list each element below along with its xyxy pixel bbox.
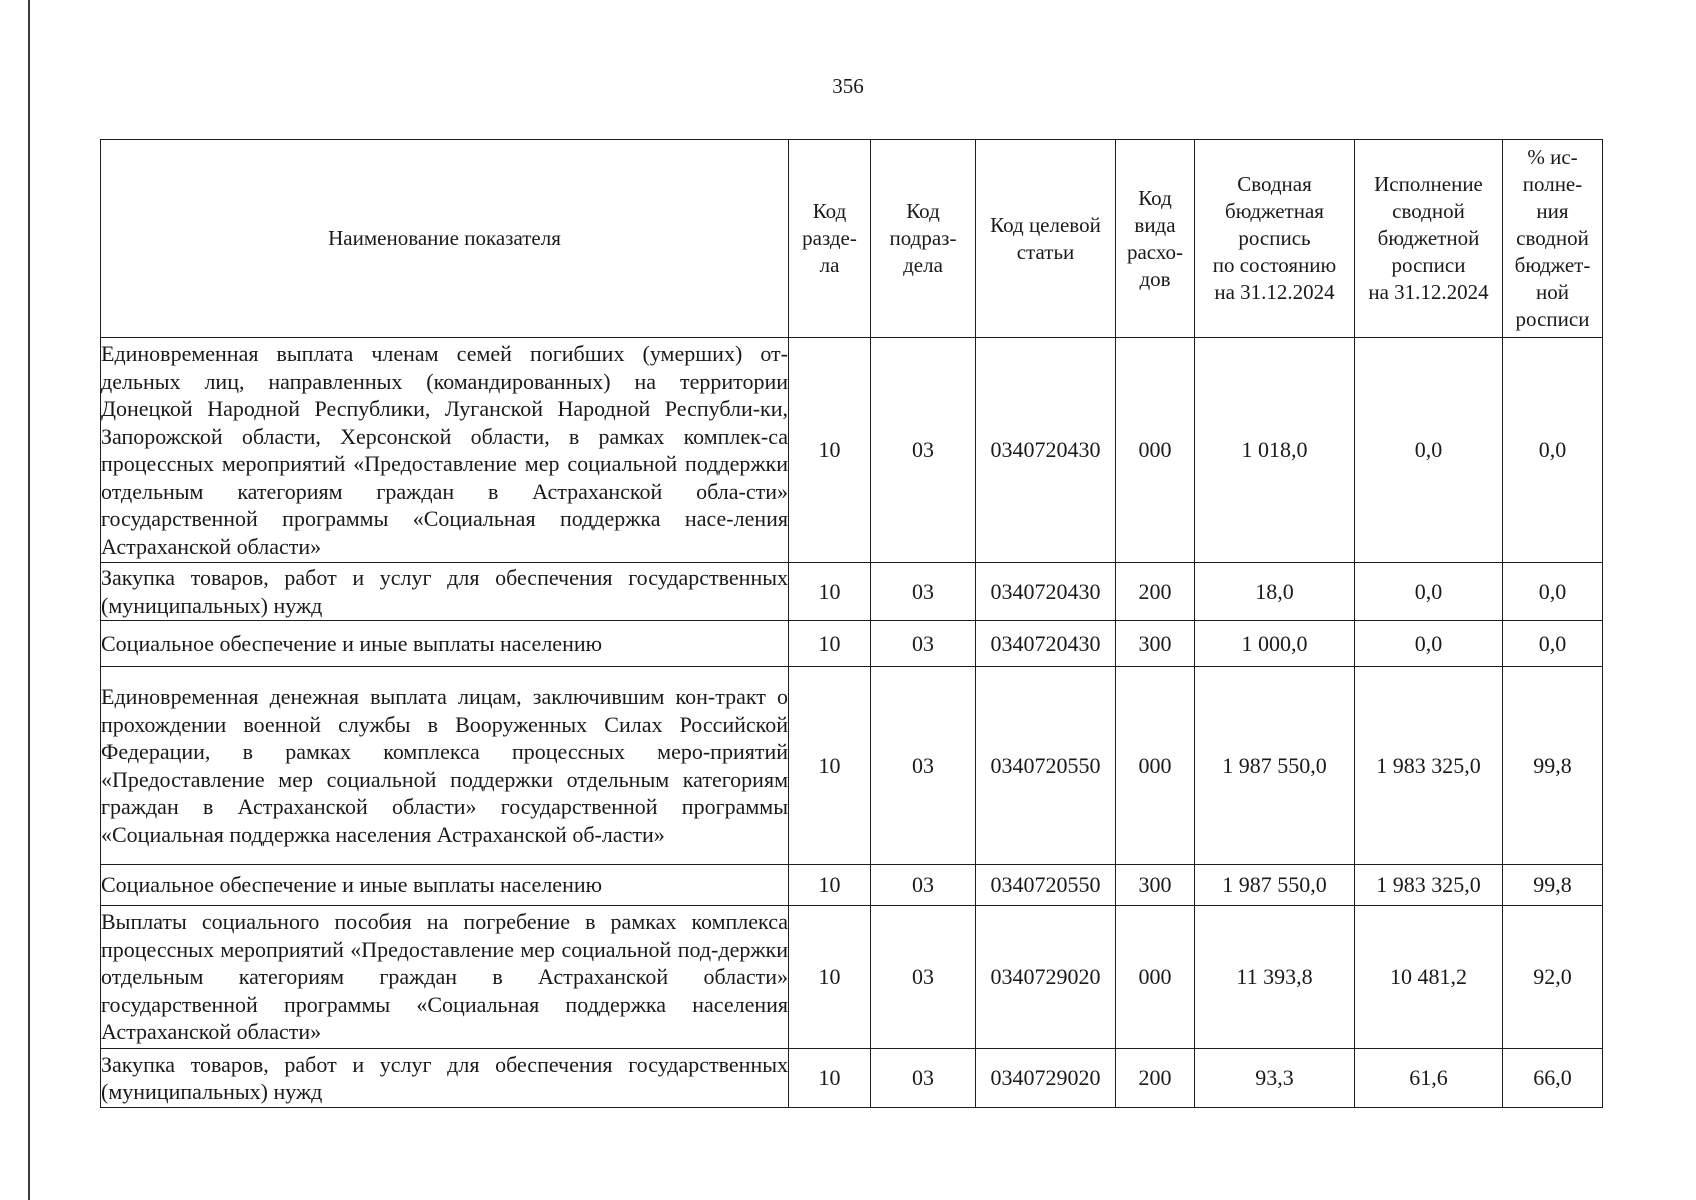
row-section: 10 [789,563,871,621]
row-expense-type: 300 [1116,621,1195,667]
row-expense-type: 200 [1116,563,1195,621]
table-row [101,667,1603,865]
row-plan: 1 987 550,0 [1195,667,1355,865]
row-percent: 99,8 [1503,667,1603,865]
header-percent: % ис- полне- ния сводной бюджет- ной росписи [1503,140,1603,338]
header-name: Наименование показателя [101,140,789,338]
row-section: 10 [789,621,871,667]
row-plan: 93,3 [1195,1049,1355,1108]
row-name: Закупка товаров, работ и услуг для обеспечения государственных (муниципальных) нужд [101,563,789,621]
header-execution: Исполнение сводной бюджетной росписи на 31.12.2024 [1355,140,1503,338]
budget-table [100,139,1603,1108]
row-section: 10 [789,338,871,563]
row-plan: 18,0 [1195,563,1355,621]
row-target: 0340720430 [976,621,1116,667]
row-section: 10 [789,865,871,906]
row-target: 0340729020 [976,906,1116,1049]
header-plan: Сводная бюджетная роспись по состоянию на 31.12.2024 [1195,140,1355,338]
row-plan: 1 987 550,0 [1195,865,1355,906]
row-plan: 1 000,0 [1195,621,1355,667]
header-section: Код разде- ла [789,140,871,338]
header-target: Код целевой статьи [976,140,1116,338]
row-percent: 0,0 [1503,338,1603,563]
row-subsection: 03 [871,906,976,1049]
row-subsection: 03 [871,865,976,906]
row-percent: 0,0 [1503,621,1603,667]
row-section: 10 [789,1049,871,1108]
row-name: Социальное обеспечение и иные выплаты населению [101,865,789,906]
row-plan: 1 018,0 [1195,338,1355,563]
header-expense-type: Код вида расхо- дов [1116,140,1195,338]
table-row [101,563,1603,621]
row-target: 0340729020 [976,1049,1116,1108]
row-name: Выплаты социального пособия на погребение в рамках комплекса процессных мероприятий «Предоставление мер социальной под-держки отдельным категориям граждан в Астраханской области» государственной программы «Социальная поддержка населения Астраханской области» [101,906,789,1049]
header-subsection: Код подраз- дела [871,140,976,338]
scan-left-edge [28,0,30,1200]
row-subsection: 03 [871,621,976,667]
row-subsection: 03 [871,338,976,563]
row-execution: 0,0 [1355,563,1503,621]
row-execution: 61,6 [1355,1049,1503,1108]
row-execution: 1 983 325,0 [1355,865,1503,906]
table-row [101,906,1603,1049]
row-plan: 11 393,8 [1195,906,1355,1049]
row-name: Единовременная выплата членам семей погибших (умерших) от-дельных лиц, направленных (командированных) на территории Донецкой Народной Республики, Луганской Народной Республи-ки, Запорожской области, Херсонской области, в рамках комплек-са процессных мероприятий «Предоставление мер социальной поддержки отдельным категориям граждан в Астраханской обла-сти» государственной программы «Социальная поддержка насе-ления Астраханской области» [101,338,789,563]
row-subsection: 03 [871,1049,976,1108]
row-section: 10 [789,667,871,865]
row-name: Социальное обеспечение и иные выплаты населению [101,621,789,667]
row-target: 0340720550 [976,865,1116,906]
row-execution: 0,0 [1355,338,1503,563]
row-target: 0340720550 [976,667,1116,865]
row-name: Закупка товаров, работ и услуг для обеспечения государственных (муниципальных) нужд [101,1049,789,1108]
row-expense-type: 300 [1116,865,1195,906]
row-target: 0340720430 [976,563,1116,621]
row-expense-type: 000 [1116,667,1195,865]
table-row [101,865,1603,906]
row-subsection: 03 [871,667,976,865]
page-number: 356 [832,74,864,98]
row-expense-type: 200 [1116,1049,1195,1108]
row-name: Единовременная денежная выплата лицам, заключившим кон-тракт о прохождении военной службы в Вооруженных Силах Российской Федерации, в рамках комплекса процессных меро-приятий «Предоставление мер социальной поддержки отдельным категориям граждан в Астраханской области» государственной программы «Социальная поддержка населения Астраханской об-ласти» [101,667,789,865]
row-section: 10 [789,906,871,1049]
row-percent: 92,0 [1503,906,1603,1049]
row-expense-type: 000 [1116,338,1195,563]
row-percent: 66,0 [1503,1049,1603,1108]
row-percent: 0,0 [1503,563,1603,621]
row-execution: 1 983 325,0 [1355,667,1503,865]
row-execution: 0,0 [1355,621,1503,667]
row-execution: 10 481,2 [1355,906,1503,1049]
table-row [101,621,1603,667]
table-row [101,1049,1603,1108]
table-header-row [101,140,1603,338]
row-target: 0340720430 [976,338,1116,563]
table-row [101,338,1603,563]
row-expense-type: 000 [1116,906,1195,1049]
row-percent: 99,8 [1503,865,1603,906]
row-subsection: 03 [871,563,976,621]
